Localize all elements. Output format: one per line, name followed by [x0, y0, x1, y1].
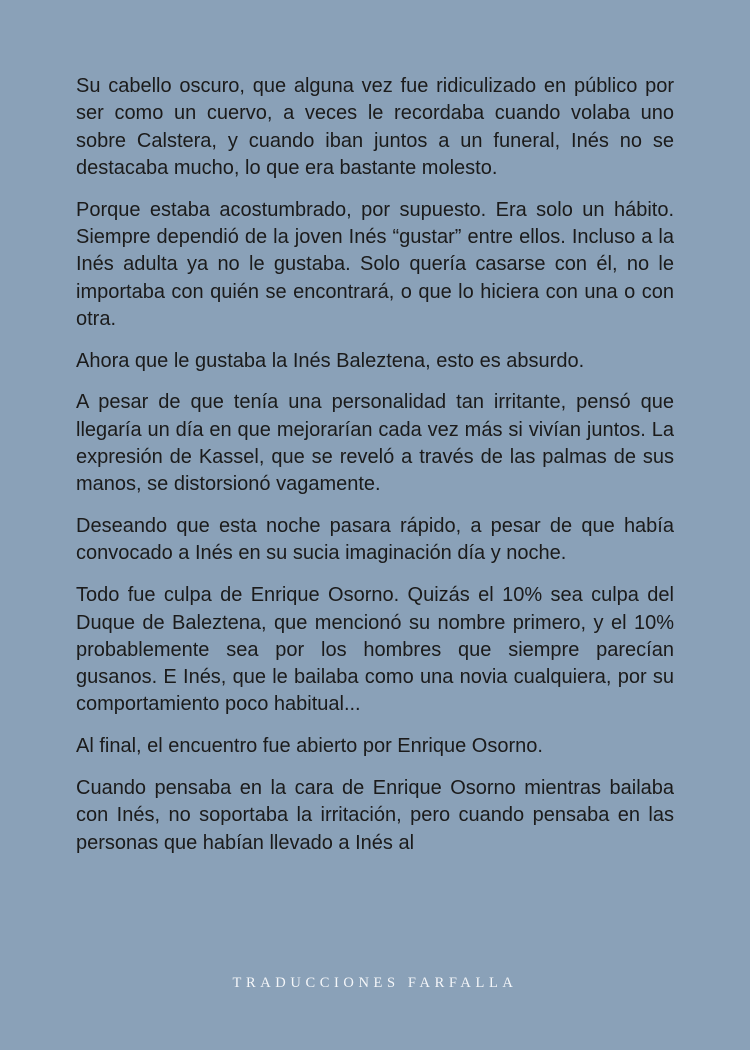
- paragraph-3: Ahora que le gustaba la Inés Baleztena, esto es absurdo.: [76, 349, 585, 372]
- paragraph-8: Cuando pensaba en la cara de Enrique Osorno mientras bailaba con Inés, no soportaba la irritación, pero cuando pensaba en las personas que habían llevado a Inés al: [76, 777, 674, 854]
- paragraph-5: Deseando que esta noche pasara rápido, a pesar de que había convocado a Inés en su sucia imaginación día y noche.: [76, 515, 674, 565]
- body-text: [76, 73, 674, 871]
- paragraph-4: A pesar de que tenía una personalidad tan irritante, pensó que llegaría un día en que mejorarían cada vez más si vivían juntos. La expresión de Kassel, que se reveló a través de las palmas de sus manos, se distorsionó vagamente.: [76, 391, 674, 496]
- paragraph-6: Todo fue culpa de Enrique Osorno. Quizás el 10% sea culpa del Duque de Baleztena, que mencionó su nombre primero, y el 10% probablemente sea por los hombres que siempre parecían gusanos. E Inés, que le bailaba como una novia cualquiera, por su comportamiento poco habitual...: [76, 584, 674, 716]
- paragraph-1: Su cabello oscuro, que alguna vez fue ridiculizado en público por ser como un cuervo, a veces le recordaba cuando volaba uno sobre Calstera, y cuando iban juntos a un funeral, Inés no se destacaba mucho, lo que era bastante molesto.: [76, 75, 674, 179]
- paragraph-7: Al final, el encuentro fue abierto por Enrique Osorno.: [76, 735, 543, 758]
- footer-credit: TRADUCCIONES FARFALLA: [232, 975, 518, 991]
- paragraph-2: Porque estaba acostumbrado, por supuesto. Era solo un hábito. Siempre dependió de la joven Inés “gustar” entre ellos. Incluso a la Inés adulta ya no le gustaba. Solo quería casarse con él, no le importaba con quién se encontrará, o que lo hiciera con una o con otra.: [76, 198, 674, 330]
